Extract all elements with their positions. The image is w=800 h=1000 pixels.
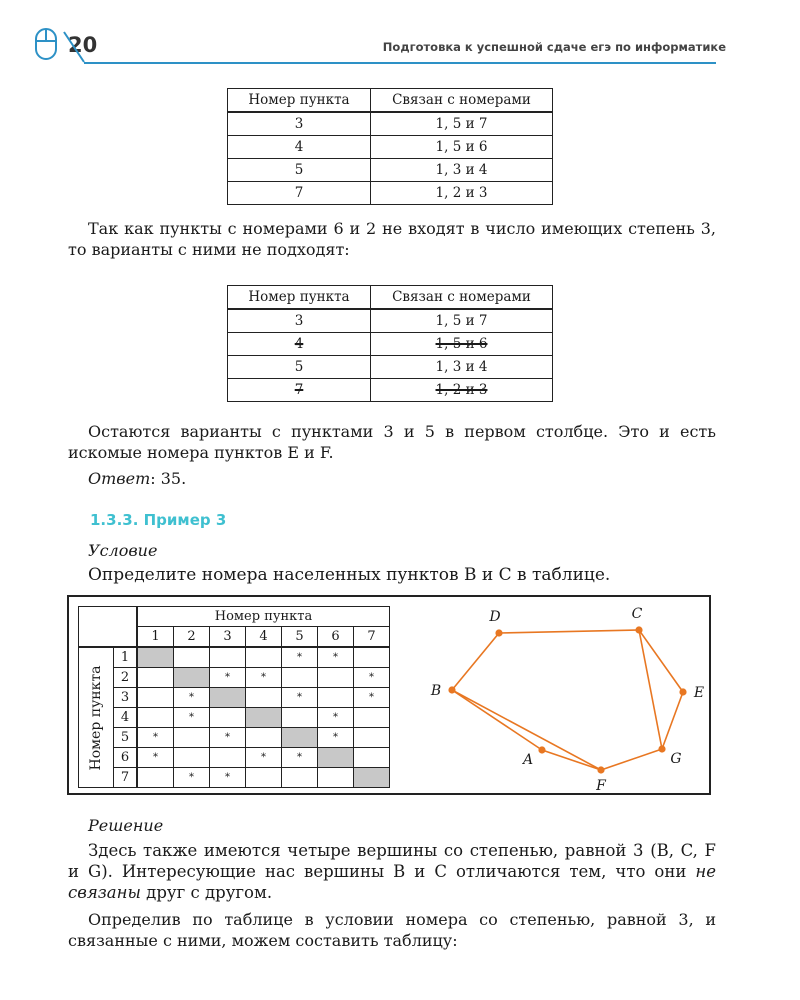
solution-paragraph-1: [68, 840, 716, 903]
table-cell: 7: [228, 182, 371, 205]
table-cell: 3: [228, 309, 371, 333]
matrix-cell: *: [282, 748, 318, 768]
diagonal-cell: [246, 708, 282, 728]
matrix-cell: [174, 647, 210, 668]
matrix-cell: *: [318, 647, 354, 668]
diagonal-cell: [174, 668, 210, 688]
graph-vertex-label: A: [522, 752, 534, 768]
table-cell: 4: [228, 136, 371, 159]
table-row: [79, 688, 390, 708]
solution-text: друг с другом.: [140, 883, 273, 902]
matrix-cell: *: [210, 768, 246, 788]
graph-labels: [430, 606, 704, 791]
column-header: Связан с номерами: [371, 89, 553, 113]
header-rule: [84, 62, 716, 64]
matrix-cell: *: [174, 708, 210, 728]
matrix-cell: [174, 748, 210, 768]
graph-edge-DC: [499, 630, 639, 633]
table-cell: 3: [228, 112, 371, 136]
diagonal-cell: [354, 768, 390, 788]
matrix-cell: [318, 668, 354, 688]
table-row: [228, 182, 553, 205]
diagonal-cell: [137, 647, 174, 668]
graph-vertex-label: E: [693, 685, 705, 701]
matrix-cell: *: [174, 768, 210, 788]
column-number: 3: [210, 627, 246, 648]
table-row: [79, 647, 390, 668]
table-row: [79, 708, 390, 728]
header-divider: [60, 30, 86, 64]
row-number: 4: [114, 708, 138, 728]
page-number: 20: [68, 33, 98, 57]
matrix-cell: [354, 708, 390, 728]
matrix-cell: [282, 708, 318, 728]
table-cell: 1, 5 и 6: [371, 136, 553, 159]
graph-edge-FA: [542, 750, 601, 770]
matrix-cell: [354, 647, 390, 668]
matrix-cell: *: [354, 668, 390, 688]
table-row: [228, 309, 553, 333]
row-axis-label: [79, 647, 114, 788]
table-row: [79, 668, 390, 688]
row-number: 7: [114, 768, 138, 788]
matrix-cell: [210, 748, 246, 768]
column-number: 6: [318, 627, 354, 648]
matrix-cell: [282, 768, 318, 788]
table-header-row: [79, 607, 390, 627]
graph-vertex-label: F: [596, 778, 606, 791]
table-row: [228, 112, 553, 136]
solution-label: Решение: [88, 816, 164, 835]
matrix-cell: [137, 668, 174, 688]
graph-vertex-G: [658, 745, 665, 752]
matrix-cell: [282, 668, 318, 688]
graph-edge-DB: [452, 633, 499, 690]
column-number: 7: [354, 627, 390, 648]
graph-edges: [452, 630, 683, 770]
matrix-cell: [318, 768, 354, 788]
matrix-cell: [137, 688, 174, 708]
matrix-cell: [174, 728, 210, 748]
column-header: Номер пункта: [228, 89, 371, 113]
adjacency-table: [78, 606, 390, 788]
graph-vertex-label: D: [489, 609, 501, 625]
matrix-cell: *: [137, 728, 174, 748]
paragraph-excluded-options: Так как пункты с номерами 6 и 2 не входят в число имеющих степень 3, то варианты с ними не подходят:: [68, 219, 716, 259]
table-header-row: [228, 286, 553, 310]
matrix-cell: [354, 728, 390, 748]
table-row: [228, 136, 553, 159]
answer-line: [88, 468, 736, 489]
mouse-icon: [32, 26, 62, 62]
graph-vertex-B: [448, 686, 455, 693]
matrix-cell: [246, 647, 282, 668]
matrix-cell: [318, 688, 354, 708]
table-cell-struck: 4: [228, 333, 371, 356]
condition-text: Определите номера населенных пунктов B и C в таблице.: [88, 565, 611, 585]
running-title: Подготовка к успешной сдаче егэ по информатике: [382, 40, 726, 54]
matrix-cell: *: [318, 708, 354, 728]
matrix-cell: *: [282, 647, 318, 668]
matrix-cell: *: [354, 688, 390, 708]
column-number: 2: [174, 627, 210, 648]
matrix-cell: [210, 708, 246, 728]
matrix-cell: [246, 688, 282, 708]
matrix-cell: *: [246, 748, 282, 768]
table-cell: 1, 3 и 4: [371, 356, 553, 379]
diagonal-cell: [318, 748, 354, 768]
matrix-cell: *: [318, 728, 354, 748]
connections-table-1: [227, 88, 553, 205]
table-cell: 1, 2 и 3: [371, 182, 553, 205]
table-cell: 1, 3 и 4: [371, 159, 553, 182]
graph-diagram: [429, 603, 709, 791]
table-cell: 5: [228, 356, 371, 379]
column-header: Номер пункта: [228, 286, 371, 310]
adjacency-body: [79, 647, 390, 788]
solution-emphasis: не связаны: [68, 862, 716, 902]
table-row: [228, 356, 553, 379]
graph-edge-GF: [601, 749, 662, 770]
graph-edge-EG: [662, 692, 683, 749]
row-number: 3: [114, 688, 138, 708]
diagonal-cell: [282, 728, 318, 748]
figure-box: [67, 595, 711, 795]
matrix-cell: [210, 647, 246, 668]
matrix-cell: [246, 768, 282, 788]
matrix-cell: [137, 708, 174, 728]
paragraph-remaining-options: Остаются варианты с пунктами 3 и 5 в первом столбце. Это и есть искомые номера пунктов E и F.: [68, 422, 716, 462]
column-number: 1: [137, 627, 174, 648]
condition-label: Условие: [88, 541, 158, 560]
section-heading: 1.3.3. Пример 3: [90, 511, 227, 529]
answer-value: : 35.: [150, 469, 187, 488]
table-cell-struck: 1, 5 и 6: [371, 333, 553, 356]
row-number: 2: [114, 668, 138, 688]
table-cell-struck: 1, 2 и 3: [371, 379, 553, 402]
graph-vertex-F: [597, 766, 604, 773]
answer-label: Ответ: [88, 469, 151, 488]
matrix-cell: *: [137, 748, 174, 768]
matrix-cell: [137, 768, 174, 788]
table-row-struck: [228, 379, 553, 402]
solution-paragraph-2: Определив по таблице в условии номера со степенью, равной 3, и связанные с ними, можем составить таблицу:: [68, 910, 716, 950]
table-header-row: [228, 89, 553, 113]
connections-table-2: [227, 285, 553, 402]
table-row: [228, 159, 553, 182]
matrix-cell: *: [210, 728, 246, 748]
matrix-cell: [354, 748, 390, 768]
solution-text: Здесь также имеются четыре вершины со степенью, равной 3 (B, C, F и G). Интересующие нас вершины B и C отличаются тем, что они: [68, 841, 716, 881]
matrix-cell: *: [246, 668, 282, 688]
diagonal-cell: [210, 688, 246, 708]
table-cell: 1, 5 и 7: [371, 112, 553, 136]
graph-vertex-C: [635, 626, 642, 633]
row-number: 1: [114, 647, 138, 668]
corner-cell: [79, 607, 138, 648]
graph-edge-AB: [452, 690, 542, 750]
row-axis-label-text: Номер пункта: [88, 665, 104, 770]
graph-vertex-label: G: [670, 751, 682, 767]
matrix-cell: *: [282, 688, 318, 708]
table-cell-struck: 7: [228, 379, 371, 402]
matrix-cell: *: [174, 688, 210, 708]
column-axis-label: Номер пункта: [137, 607, 390, 627]
graph-vertex-E: [679, 688, 686, 695]
table-row-struck: [228, 333, 553, 356]
graph-edge-CG: [639, 630, 662, 749]
row-number: 5: [114, 728, 138, 748]
table-row: [79, 768, 390, 788]
graph-vertex-D: [495, 629, 502, 636]
graph-vertex-label: B: [430, 683, 442, 699]
column-number: 4: [246, 627, 282, 648]
matrix-cell: [246, 728, 282, 748]
column-header: Связан с номерами: [371, 286, 553, 310]
table-row: [79, 728, 390, 748]
table-cell: 5: [228, 159, 371, 182]
column-number: 5: [282, 627, 318, 648]
table-row: [79, 748, 390, 768]
graph-vertex-label: C: [631, 606, 643, 622]
row-number: 6: [114, 748, 138, 768]
matrix-cell: *: [210, 668, 246, 688]
table-cell: 1, 5 и 7: [371, 309, 553, 333]
graph-vertex-A: [538, 746, 545, 753]
